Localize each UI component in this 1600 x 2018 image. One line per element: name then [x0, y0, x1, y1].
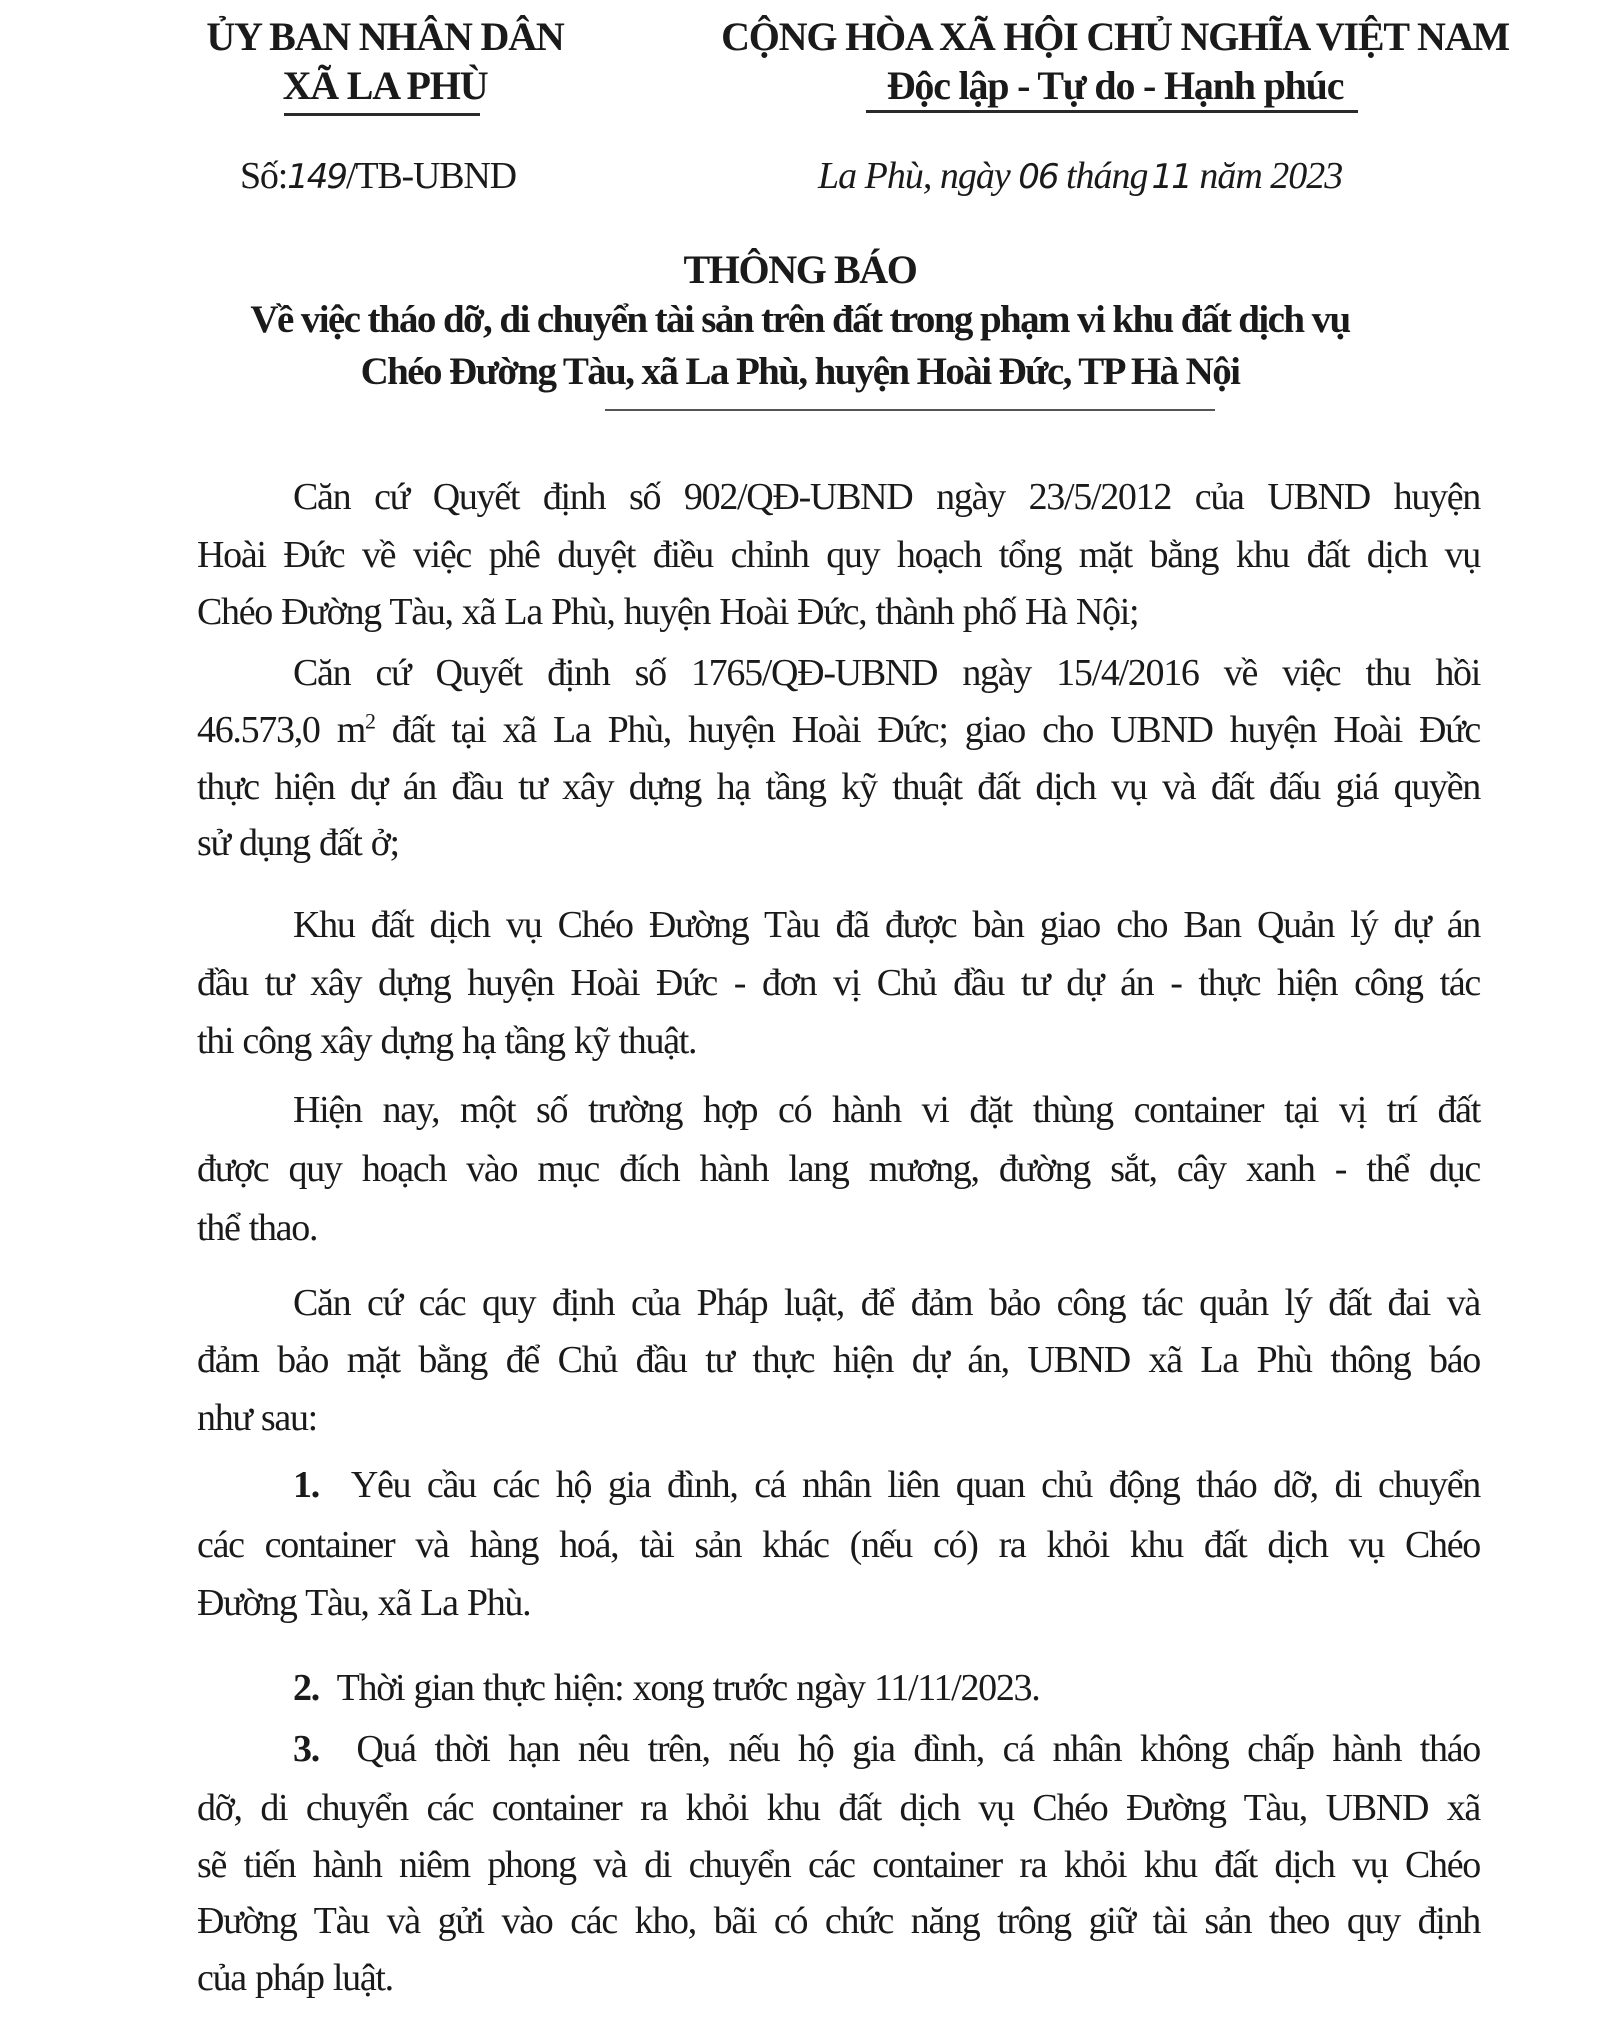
- paragraph-3-line: đầu tư xây dựng huyện Hoài Đức - đơn vị Chủ đầu tư dự án - thực hiện công tác: [197, 962, 1480, 1004]
- issue-date-day: 06: [1018, 157, 1058, 197]
- item-3-text: Quá thời hạn nêu trên, nếu hộ gia đình, cá nhân không chấp hành tháo: [356, 1728, 1480, 1770]
- paragraph-4-line: được quy hoạch vào mục đích hành lang mương, đường sắt, cây xanh - thể dục: [197, 1148, 1480, 1190]
- document-number: [240, 152, 516, 201]
- item-1-number: 1.: [293, 1464, 319, 1506]
- document-title: THÔNG BÁO: [683, 247, 917, 292]
- paragraph-1-line: Căn cứ Quyết định số 902/QĐ-UBND ngày 23/5/2012 của UBND huyện: [293, 476, 1480, 518]
- paragraph-2-line: thực hiện dự án đầu tư xây dựng hạ tầng kỹ thuật đất dịch vụ và đất đấu giá quyền: [197, 766, 1480, 808]
- item-2-number: 2.: [293, 1667, 319, 1709]
- item-1-line: [293, 1461, 1480, 1509]
- item-3-line: dỡ, di chuyển các container ra khỏi khu đất dịch vụ Chéo Đường Tàu, UBND xã: [197, 1787, 1480, 1829]
- national-motto: Độc lập - Tự do - Hạnh phúc: [886, 63, 1344, 108]
- item-3-line: sẽ tiến hành niêm phong và di chuyển các container ra khỏi khu đất dịch vụ Chéo: [197, 1844, 1480, 1886]
- paragraph-2-line: [197, 706, 1480, 754]
- paragraph-2-line-rest: đất tại xã La Phù, huyện Hoài Đức; giao cho UBND huyện Hoài Đức: [374, 709, 1480, 751]
- issuer-commune: XÃ LA PHÙ: [282, 63, 488, 108]
- paragraph-1-line: Hoài Đức về việc phê duyệt điều chỉnh quy hoạch tổng mặt bằng khu đất dịch vụ: [197, 534, 1480, 576]
- issuer-name: ỦY BAN NHÂN DÂN: [206, 14, 564, 59]
- paragraph-5-line: như sau:: [197, 1397, 317, 1439]
- paragraph-3-line: thi công xây dựng hạ tầng kỹ thuật.: [197, 1020, 697, 1062]
- item-3-line: [293, 1725, 1480, 1773]
- paragraph-5-line: đảm bảo mặt bằng để Chủ đầu tư thực hiện dự án, UBND xã La Phù thông báo: [197, 1339, 1480, 1381]
- issue-date-place: La Phù, ngày: [818, 155, 1010, 197]
- issue-date-month-label: tháng: [1065, 155, 1148, 197]
- title-separator: [605, 409, 1215, 411]
- document-subtitle-line2: Chéo Đường Tàu, xã La Phù, huyện Hoài Đức, TP Hà Nội: [360, 350, 1240, 393]
- paragraph-2-line: sử dụng đất ở;: [197, 822, 399, 864]
- document-number-handwritten: 149: [287, 157, 346, 197]
- document-number-suffix: /TB-UBND: [346, 155, 516, 197]
- motto-underline: [866, 110, 1358, 113]
- item-1-line: Đường Tàu, xã La Phù.: [197, 1582, 531, 1624]
- area-value: 46.573,0 m: [197, 709, 365, 751]
- document-number-prefix: Số:: [240, 155, 288, 197]
- item-1-text: Yêu cầu các hộ gia đình, cá nhân liên quan chủ động tháo dỡ, di chuyển: [350, 1464, 1480, 1506]
- paragraph-5-line: Căn cứ các quy định của Pháp luật, để đảm bảo công tác quản lý đất đai và: [293, 1282, 1480, 1324]
- item-2-line: [293, 1664, 1480, 1712]
- issuer-underline: [284, 113, 480, 116]
- area-unit-exponent: 2: [364, 708, 375, 734]
- item-3-number: 3.: [293, 1728, 319, 1770]
- item-3-line: của pháp luật.: [197, 1957, 393, 1999]
- paragraph-2-line: Căn cứ Quyết định số 1765/QĐ-UBND ngày 15/4/2016 về việc thu hồi: [293, 652, 1480, 694]
- item-3-line: Đường Tàu và gửi vào các kho, bãi có chức năng trông giữ tài sản theo quy định: [197, 1900, 1480, 1942]
- national-title: CỘNG HÒA XÃ HỘI CHỦ NGHĨA VIỆT NAM: [721, 14, 1509, 59]
- issue-date-year: năm 2023: [1199, 155, 1343, 197]
- paragraph-4-line: thể thao.: [197, 1207, 318, 1249]
- item-2-text: Thời gian thực hiện: xong trước ngày 11/11/2023.: [336, 1667, 1040, 1709]
- issue-date-month: 11: [1151, 157, 1191, 197]
- issue-date: [818, 152, 1342, 201]
- paragraph-4-line: Hiện nay, một số trường hợp có hành vi đặt thùng container tại vị trí đất: [293, 1089, 1480, 1131]
- document-subtitle-line1: Về việc tháo dỡ, di chuyển tài sản trên đất trong phạm vi khu đất dịch vụ: [250, 298, 1350, 341]
- paragraph-3-line: Khu đất dịch vụ Chéo Đường Tàu đã được bàn giao cho Ban Quản lý dự án: [293, 904, 1480, 946]
- item-1-line: các container và hàng hoá, tài sản khác (nếu có) ra khỏi khu đất dịch vụ Chéo: [197, 1524, 1480, 1566]
- paragraph-1-line: Chéo Đường Tàu, xã La Phù, huyện Hoài Đức, thành phố Hà Nội;: [197, 591, 1139, 633]
